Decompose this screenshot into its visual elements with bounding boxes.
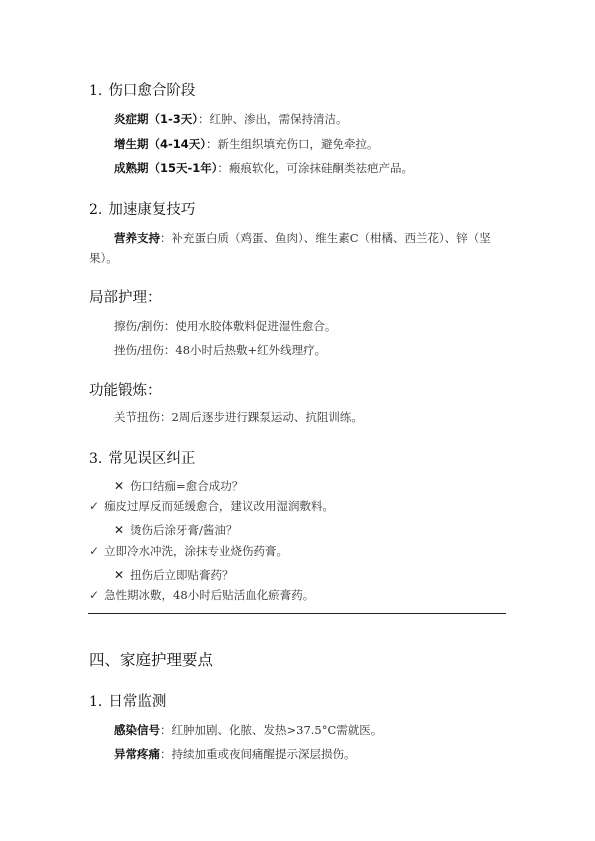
cross-icon: ✕ <box>114 479 125 493</box>
subheading-local-care: 局部护理： <box>89 290 162 306</box>
item-text: ：红肿加剧、化脓、发热>37.5°C需就医。 <box>160 723 383 737</box>
fact-line <box>89 498 334 514</box>
item-text: ：瘢痕软化，可涂抹硅酮类祛疤产品。 <box>217 161 414 175</box>
item-label: 营养支持 <box>114 231 160 245</box>
section-number: 1. <box>89 83 103 99</box>
item-text: ：新生组织填充伤口，避免牵拉。 <box>206 137 379 151</box>
section-heading-recovery-tips <box>89 198 195 219</box>
section-number: 2. <box>89 202 103 218</box>
myth-text: 伤口结痂=愈合成功？ <box>130 479 244 493</box>
section-title: 常见误区纠正 <box>108 451 196 467</box>
list-item: 关节扭伤：2周后逐步进行踝泵运动、抗阻训练。 <box>114 410 363 424</box>
fact-text: 立即冷水冲洗，涂抹专业烧伤药膏。 <box>104 544 289 558</box>
section-title: 伤口愈合阶段 <box>108 83 196 99</box>
section-title: 加速康复技巧 <box>108 202 196 218</box>
list-item <box>114 746 356 762</box>
fact-text: 痂皮过厚反而延缓愈合，建议改用湿润敷料。 <box>104 499 335 513</box>
fact-text: 急性期冰敷，48小时后贴活血化瘀膏药。 <box>104 588 315 602</box>
list-item <box>114 722 382 738</box>
fact-line <box>89 543 288 559</box>
section-number: 1. <box>89 694 103 710</box>
list-item: 挫伤/扭伤：48小时后热敷+红外线理疗。 <box>114 343 327 357</box>
item-text: ：红肿、渗出，需保持清洁。 <box>198 112 348 126</box>
item-label: 炎症期（1-3天） <box>114 112 199 126</box>
section-heading-myths <box>89 447 195 468</box>
cross-icon: ✕ <box>114 523 125 537</box>
check-icon: ✓ <box>89 499 100 513</box>
horizontal-divider <box>88 613 506 614</box>
item-text: ：补充蛋白质（鸡蛋、鱼肉）、维生素C（柑橘、西兰花）、锌（坚果）。 <box>89 231 491 265</box>
section-heading-daily-monitoring <box>89 690 166 711</box>
myth-text: 烫伤后涂牙膏/酱油？ <box>130 523 238 537</box>
item-label: 感染信号 <box>114 723 160 737</box>
list-item: 擦伤/割伤：使用水胶体敷料促进湿性愈合。 <box>114 319 337 333</box>
subheading-exercise: 功能锻炼： <box>89 383 162 399</box>
item-text: ：持续加重或夜间痛醒提示深层损伤。 <box>160 747 356 761</box>
list-item <box>114 160 413 176</box>
myth-line <box>114 478 243 494</box>
section-title: 日常监测 <box>108 694 167 710</box>
nutrition-paragraph <box>89 228 519 268</box>
check-icon: ✓ <box>89 544 100 558</box>
list-item <box>114 111 348 127</box>
item-label: 增生期（4-14天） <box>114 137 207 151</box>
myth-text: 扭伤后立即贴膏药？ <box>130 568 234 582</box>
list-item <box>114 136 379 152</box>
section-heading-healing-stages <box>89 79 195 100</box>
item-label: 成熟期（15天-1年） <box>114 161 218 175</box>
myth-line <box>114 567 234 583</box>
fact-line <box>89 587 314 603</box>
section-number: 3. <box>89 451 103 467</box>
cross-icon: ✕ <box>114 568 125 582</box>
item-label: 异常疼痛 <box>114 747 160 761</box>
chapter-heading-home-care: 四、家庭护理要点 <box>89 651 214 669</box>
myth-line <box>114 522 237 538</box>
check-icon: ✓ <box>89 588 100 602</box>
